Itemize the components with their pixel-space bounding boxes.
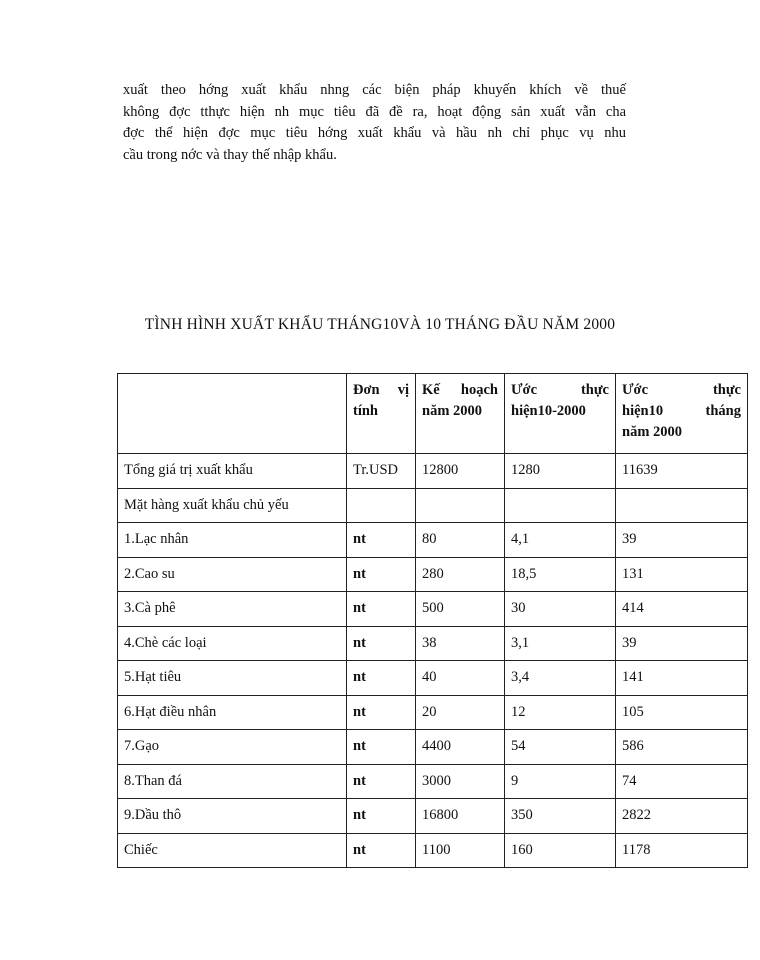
table-row (118, 730, 748, 765)
header-unit: Đơn vị tính (347, 374, 416, 454)
paragraph-line: không đợc tthực hiện nh mục tiêu đã đề ra, hoạt động sản xuất vẫn cha (123, 103, 626, 120)
table-row (118, 661, 748, 696)
cell-item: 7.Gạo (118, 730, 347, 765)
cell-est-month: 3,1 (505, 626, 616, 661)
cell-est-month: 9 (505, 764, 616, 799)
table-row (118, 833, 748, 868)
cell-item: 3.Cà phê (118, 592, 347, 627)
cell-unit: nt (347, 661, 416, 696)
cell-unit: nt (347, 626, 416, 661)
table-row (118, 454, 748, 489)
cell-est-10m: 11639 (616, 454, 748, 489)
cell-est-10m: 105 (616, 695, 748, 730)
paragraph-line: cầu trong nớc và thay thế nhập khẩu. (123, 146, 337, 163)
cell-item: 1.Lạc nhân (118, 523, 347, 558)
cell-unit (347, 488, 416, 523)
cell-plan (416, 488, 505, 523)
cell-unit: Tr.USD (347, 454, 416, 489)
cell-est-month (505, 488, 616, 523)
cell-est-month: 4,1 (505, 523, 616, 558)
cell-item: 6.Hạt điều nhân (118, 695, 347, 730)
cell-est-month: 350 (505, 799, 616, 834)
cell-est-month: 54 (505, 730, 616, 765)
cell-plan: 16800 (416, 799, 505, 834)
table-row (118, 626, 748, 661)
cell-unit: nt (347, 833, 416, 868)
paragraph-line: xuất theo hớng xuất khẩu nhng các biện pháp khuyến khích về thuế (123, 82, 626, 98)
cell-est-10m: 39 (616, 626, 748, 661)
cell-unit: nt (347, 592, 416, 627)
cell-item: 9.Dầu thô (118, 799, 347, 834)
table-row (118, 764, 748, 799)
cell-item: 2.Cao su (118, 557, 347, 592)
header-est-10-months: Ước thực hiện10 tháng năm 2000 (616, 374, 748, 454)
cell-est-month: 18,5 (505, 557, 616, 592)
cell-plan: 20 (416, 695, 505, 730)
cell-est-10m: 586 (616, 730, 748, 765)
cell-est-month: 30 (505, 592, 616, 627)
cell-item: Chiếc (118, 833, 347, 868)
cell-est-month: 12 (505, 695, 616, 730)
cell-unit: nt (347, 799, 416, 834)
cell-item: Mặt hàng xuất khẩu chủ yếu (118, 488, 347, 523)
cell-plan: 1100 (416, 833, 505, 868)
cell-plan: 80 (416, 523, 505, 558)
cell-unit: nt (347, 764, 416, 799)
table-title: TÌNH HÌNH XUẤT KHẨU THÁNG10VÀ 10 THÁNG ĐẦU NĂM 2000 (144, 316, 616, 333)
cell-unit: nt (347, 523, 416, 558)
cell-item: 4.Chè các loại (118, 626, 347, 661)
cell-plan: 40 (416, 661, 505, 696)
cell-est-month: 160 (505, 833, 616, 868)
cell-est-month: 1280 (505, 454, 616, 489)
table-row (118, 557, 748, 592)
cell-est-10m: 414 (616, 592, 748, 627)
cell-plan: 280 (416, 557, 505, 592)
cell-item: 5.Hạt tiêu (118, 661, 347, 696)
body-paragraph (123, 80, 626, 166)
cell-est-10m: 141 (616, 661, 748, 696)
cell-plan: 38 (416, 626, 505, 661)
cell-est-10m: 131 (616, 557, 748, 592)
export-table (117, 373, 748, 868)
cell-unit: nt (347, 730, 416, 765)
header-item (118, 374, 347, 454)
table-row (118, 695, 748, 730)
cell-unit: nt (347, 695, 416, 730)
cell-plan: 4400 (416, 730, 505, 765)
table-row (118, 592, 748, 627)
table-row (118, 488, 748, 523)
cell-plan: 12800 (416, 454, 505, 489)
cell-plan: 500 (416, 592, 505, 627)
cell-item: 8.Than đá (118, 764, 347, 799)
cell-est-month: 3,4 (505, 661, 616, 696)
cell-plan: 3000 (416, 764, 505, 799)
table-row (118, 799, 748, 834)
cell-est-10m: 39 (616, 523, 748, 558)
cell-est-10m: 1178 (616, 833, 748, 868)
cell-est-10m: 74 (616, 764, 748, 799)
cell-est-10m: 2822 (616, 799, 748, 834)
cell-item: Tổng giá trị xuất khẩu (118, 454, 347, 489)
table-row (118, 523, 748, 558)
cell-unit: nt (347, 557, 416, 592)
header-est-month: Ước thực hiện10-2000 (505, 374, 616, 454)
paragraph-line: đợc thể hiện đợc mục tiêu hớng xuất khẩu và hầu nh chỉ phục vụ nhu (123, 125, 626, 141)
header-plan: Kế hoạch năm 2000 (416, 374, 505, 454)
table-header-row (118, 374, 748, 454)
cell-est-10m (616, 488, 748, 523)
